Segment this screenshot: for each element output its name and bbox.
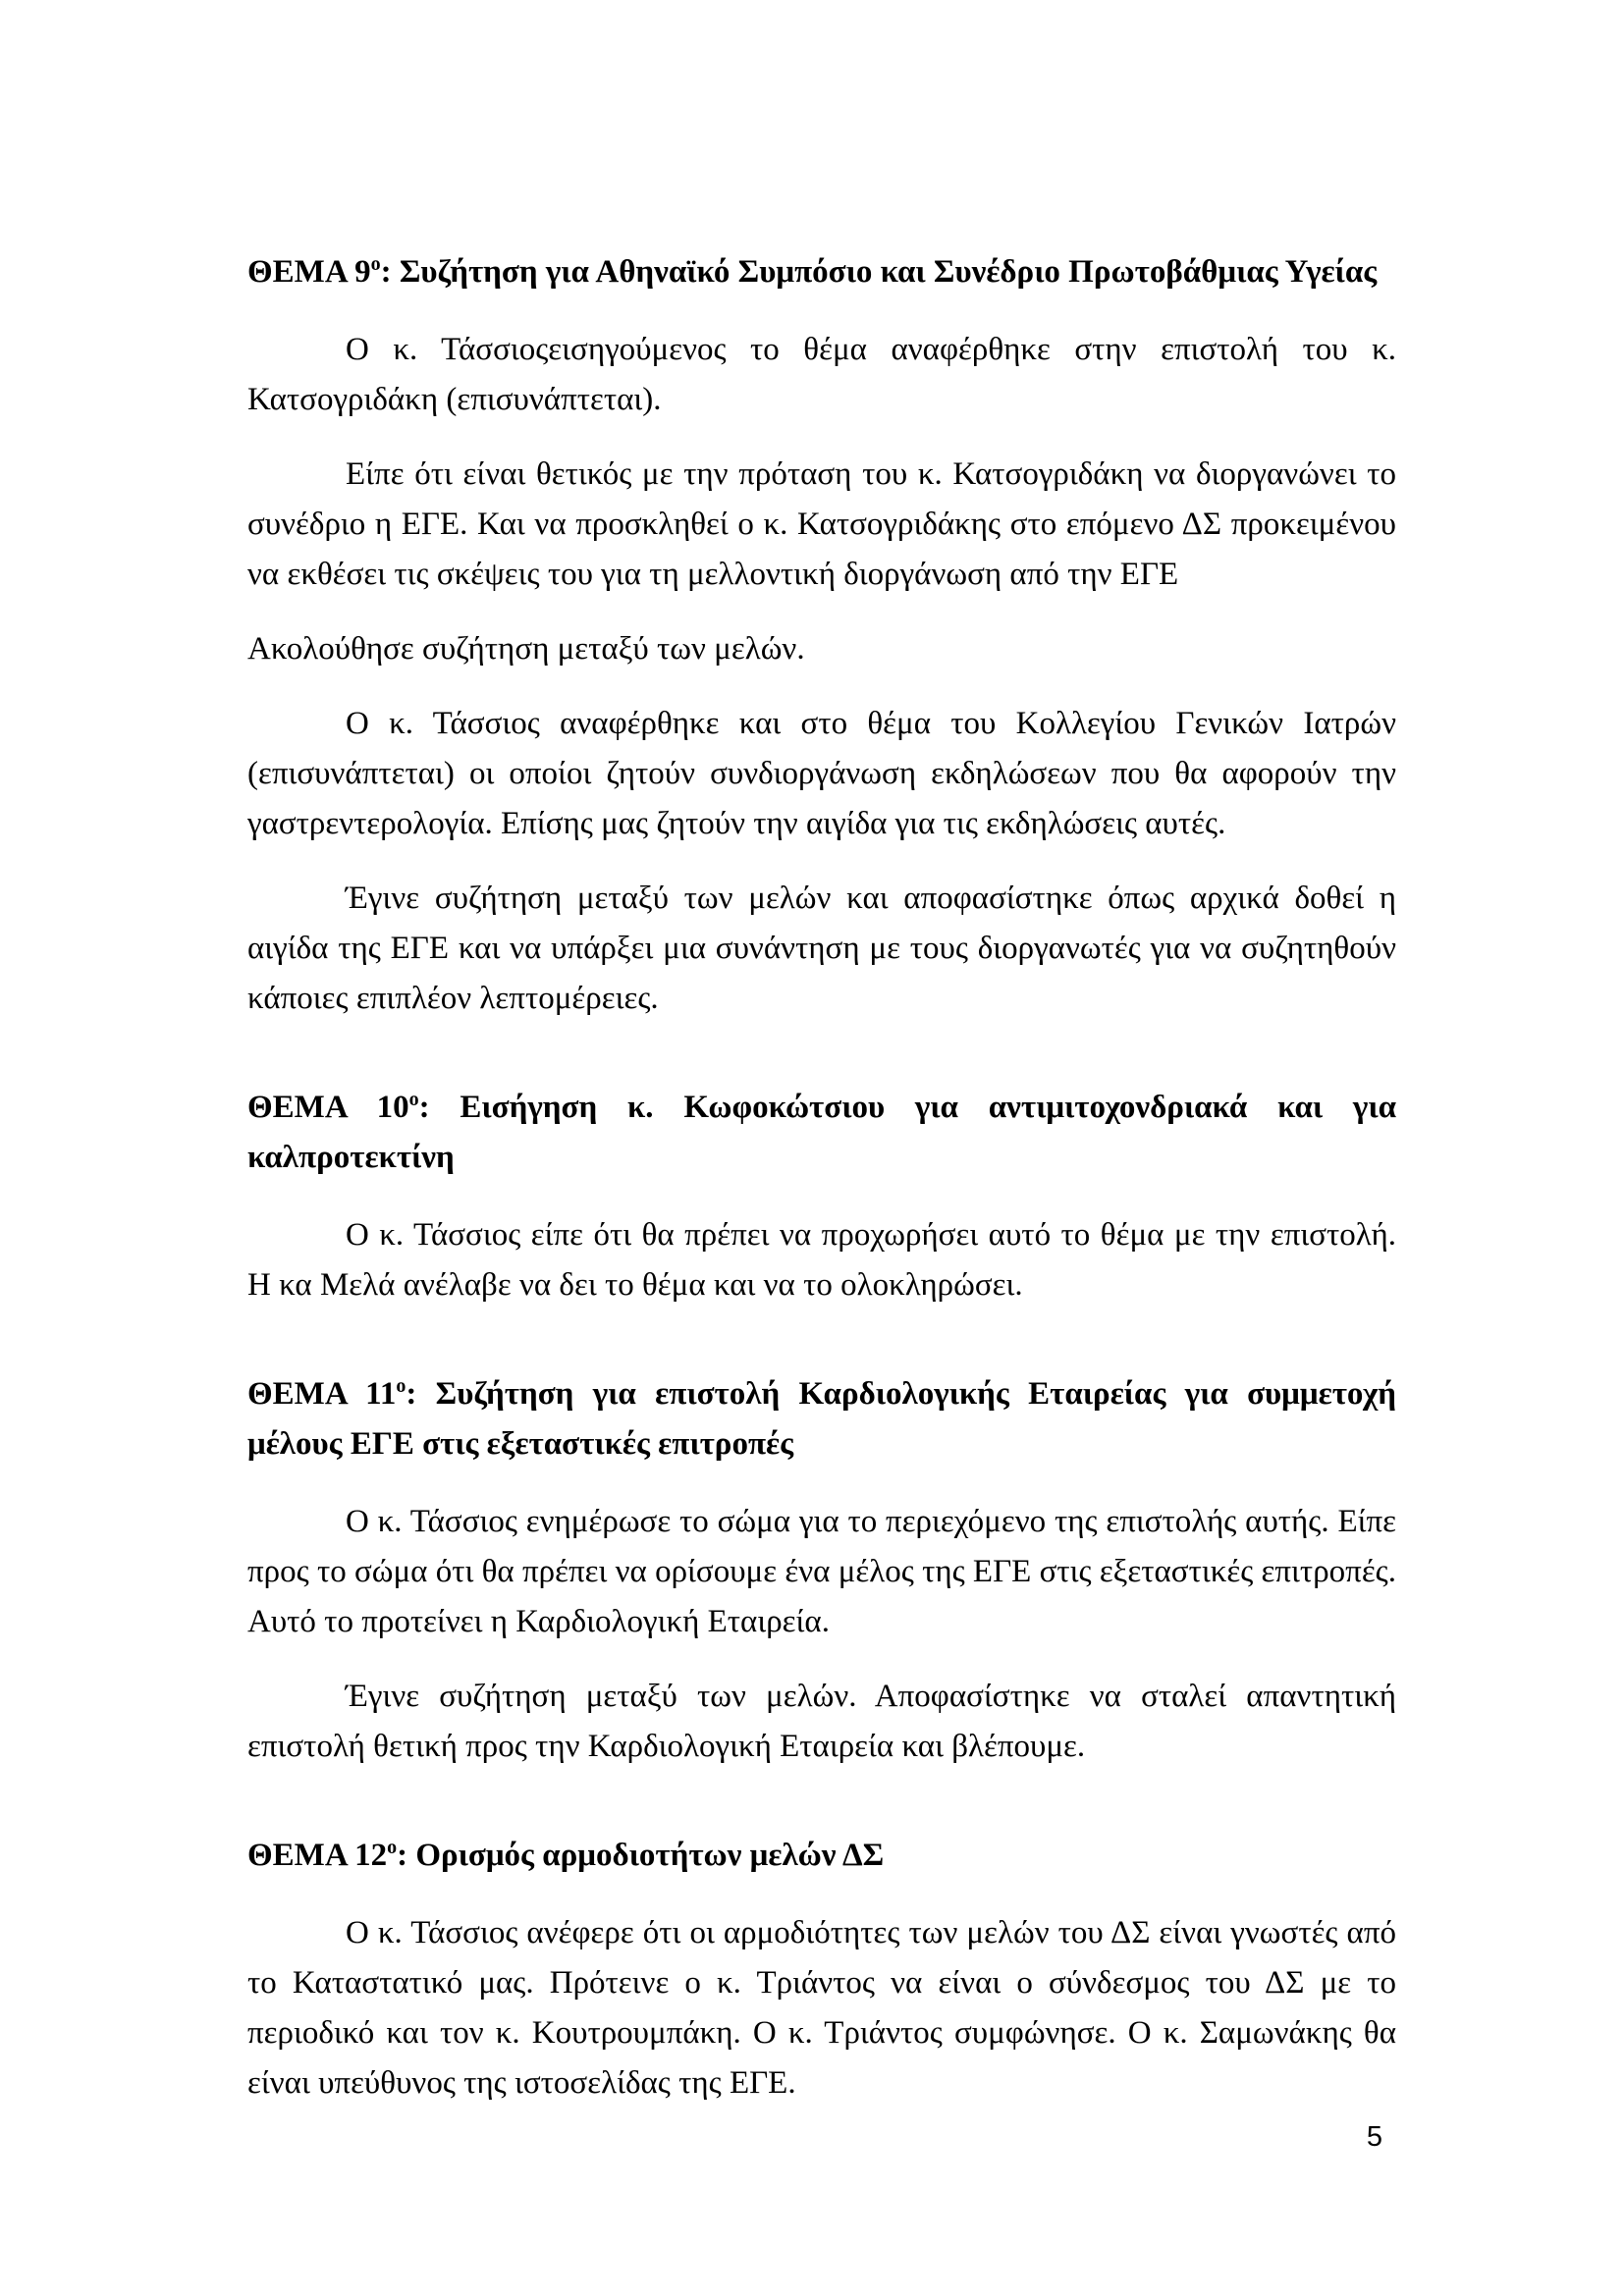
topic-heading xyxy=(247,247,1396,297)
topic-heading xyxy=(247,1831,1396,1881)
topic-title: : Συζήτηση για επιστολή Καρδιολογικής Εταιρείας για συμμετοχή μέλους ΕΓΕ στις εξεταστικές επιτροπές xyxy=(247,1376,1396,1462)
paragraph: Ο κ. Τάσσιοςεισηγούμενος το θέμα αναφέρθηκε στην επιστολή του κ. Κατσογριδάκη (επισυνάπτεται). xyxy=(247,332,1396,417)
topic-section-10 xyxy=(247,1083,1396,1310)
ordinal-superscript: ο xyxy=(370,253,381,275)
ordinal-superscript: ο xyxy=(387,1837,398,1858)
topic-number: ΘΕΜΑ 10 xyxy=(247,1090,409,1125)
topic-number: ΘΕΜΑ 9 xyxy=(247,254,371,290)
topic-section-11 xyxy=(247,1369,1396,1772)
ordinal-superscript: ο xyxy=(408,1089,419,1110)
paragraph: Έγινε συζήτηση μεταξύ των μελών και αποφασίστηκε όπως αρχικά δοθεί η αιγίδα της ΕΓΕ και να υπάρξει μια συνάντηση με τους διοργανωτές για να συζητηθούν κάποιες επιπλέον λεπτομέρειες. xyxy=(247,881,1396,1016)
paragraph: Ο κ. Τάσσιος ανέφερε ότι οι αρμοδιότητες των μελών του ΔΣ είναι γνωστές από το Καταστατικό μας. Πρότεινε ο κ. Τριάντος να είναι ο σύνδεσμος του ΔΣ με το περιοδικό και τον κ. Κουτρουμπάκη. Ο κ. Τριάντος συμφώνησε. Ο κ. Σαμωνάκης θα είναι υπεύθυνος της ιστοσελίδας της ΕΓΕ. xyxy=(247,1915,1396,2101)
paragraph: Ο κ. Τάσσιος αναφέρθηκε και στο θέμα του Κολλεγίου Γενικών Ιατρών (επισυνάπτεται) οι οποίοι ζητούν συνδιοργάνωση εκδηλώσεων που θα αφορούν την γαστρεντερολογία. Επίσης μας ζητούν την αιγίδα για τις εκδηλώσεις αυτές. xyxy=(247,706,1396,841)
paragraph: Είπε ότι είναι θετικός με την πρόταση του κ. Κατσογριδάκη να διοργανώνει το συνέδριο η ΕΓΕ. Και να προσκληθεί ο κ. Κατσογριδάκης στο επόμενο ΔΣ προκειμένου να εκθέσει τις σκέψεις του για τη μελλοντική διοργάνωση από την ΕΓΕ xyxy=(247,456,1396,592)
paragraph: Ο κ. Τάσσιος ενημέρωσε το σώμα για το περιεχόμενο της επιστολής αυτής. Είπε προς το σώμα ότι θα πρέπει να ορίσουμε ένα μέλος της ΕΓΕ στις εξεταστικές επιτροπές. Αυτό το προτείνει η Καρδιολογική Εταιρεία. xyxy=(247,1504,1396,1639)
topic-number: ΘΕΜΑ 11 xyxy=(247,1376,397,1412)
page-number: 5 xyxy=(1366,2121,1382,2153)
topic-title: : Εισήγηση κ. Κωφοκώτσιου για αντιμιτοχονδριακά και για καλπροτεκτίνη xyxy=(247,1090,1396,1175)
topic-section-12 xyxy=(247,1831,1396,2109)
topic-title: : Συζήτηση για Αθηναϊκό Συμπόσιο και Συνέδριο Πρωτοβάθμιας Υγείας xyxy=(380,254,1378,290)
topic-section-9 xyxy=(247,247,1396,1024)
document-body xyxy=(247,247,1396,2133)
ordinal-superscript: ο xyxy=(396,1375,406,1397)
topic-heading xyxy=(247,1369,1396,1469)
paragraph: Έγινε συζήτηση μεταξύ των μελών. Αποφασίστηκε να σταλεί απαντητική επιστολή θετική προς την Καρδιολογική Εταιρεία και βλέπουμε. xyxy=(247,1679,1396,1764)
paragraph: Ο κ. Τάσσιος είπε ότι θα πρέπει να προχωρήσει αυτό το θέμα με την επιστολή. Η κα Μελά ανέλαβε να δει το θέμα και να το ολοκληρώσει. xyxy=(247,1217,1396,1303)
topic-heading xyxy=(247,1083,1396,1183)
topic-title: : Ορισμός αρμοδιοτήτων μελών ΔΣ xyxy=(397,1838,885,1873)
paragraph: Ακολούθησε συζήτηση μεταξύ των μελών. xyxy=(247,631,805,667)
topic-number: ΘΕΜΑ 12 xyxy=(247,1838,388,1873)
